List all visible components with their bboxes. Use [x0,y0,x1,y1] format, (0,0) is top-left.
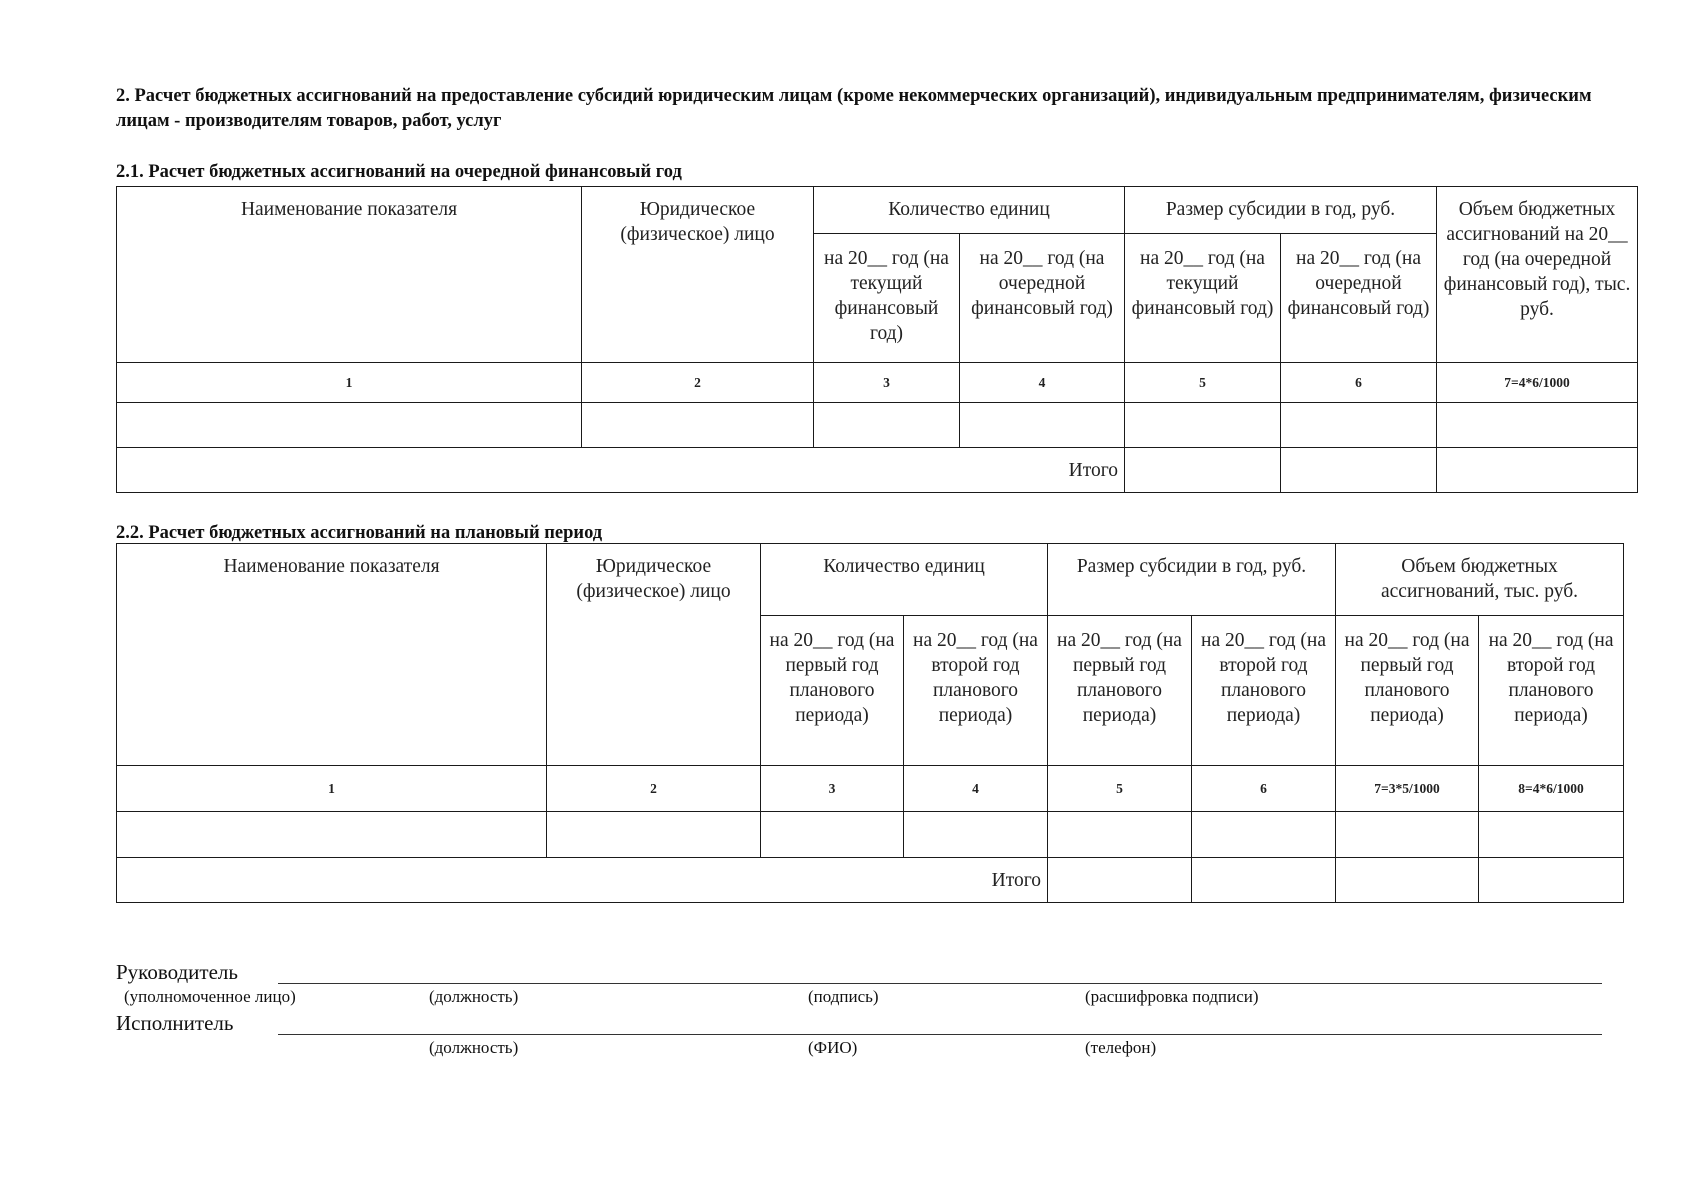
column-number: 5 [1125,363,1281,403]
column-number: 8=4*6/1000 [1479,766,1624,812]
table-next-year [116,186,1638,493]
header-units-next-year: на 20__ год (на очередной финансовый год) [960,234,1125,363]
executor-signature-line[interactable] [278,1034,1602,1035]
total-cell[interactable] [1125,448,1281,493]
cell-budget-volume[interactable] [1437,403,1638,448]
header-legal-entity: Юридическое (физическое) лицо [582,187,814,363]
total-row [117,448,1638,493]
header-budget-volume: Объем бюджетных ассигнований, тыс. руб. [1336,544,1624,616]
phone-caption: (телефон) [1085,1038,1157,1057]
executor-label: Исполнитель [116,1011,234,1035]
table-planning-period [116,543,1624,903]
total-row [117,858,1624,903]
header-subsidy-next-year: на 20__ год (на очередной финансовый год) [1281,234,1437,363]
cell-units-next[interactable] [960,403,1125,448]
signature-decode-caption: (расшифровка подписи) [1085,987,1259,1006]
cell-volume-second[interactable] [1479,812,1624,858]
column-number: 7=4*6/1000 [1437,363,1638,403]
position-caption: (должность) [429,1038,519,1057]
cell-legal-entity[interactable] [582,403,814,448]
header-subsidy-current-year: на 20__ год (на текущий финансовый год) [1125,234,1281,363]
header-volume-second-year: на 20__ год (на второй год планового периода) [1479,616,1624,766]
header-units-count: Количество единиц [814,187,1125,234]
cell-subsidy-second[interactable] [1192,812,1336,858]
position-caption: (должность) [429,987,519,1006]
column-number: 7=3*5/1000 [1336,766,1479,812]
cell-units-current[interactable] [814,403,960,448]
column-number: 2 [547,766,761,812]
header-indicator-name: Наименование показателя [117,544,547,766]
column-number: 4 [960,363,1125,403]
cell-units-first[interactable] [761,812,904,858]
total-cell[interactable] [1281,448,1437,493]
column-number: 1 [117,363,582,403]
header-units-first-year: на 20__ год (на первый год планового периода) [761,616,904,766]
head-signature-line[interactable] [278,983,1602,984]
header-legal-entity: Юридическое (физическое) лицо [547,544,761,766]
fio-caption: (ФИО) [808,1038,858,1057]
table-row [117,403,1638,448]
column-number: 1 [117,766,547,812]
cell-volume-first[interactable] [1336,812,1479,858]
total-cell[interactable] [1479,858,1624,903]
header-volume-first-year: на 20__ год (на первый год планового периода) [1336,616,1479,766]
header-indicator-name: Наименование показателя [117,187,582,363]
header-budget-volume: Объем бюджетных ассигнований на 20__ год (на очередной финансовый год), тыс. руб. [1437,187,1638,363]
header-subsidy-size: Размер субсидии в год, руб. [1125,187,1437,234]
column-number: 4 [904,766,1048,812]
column-number: 2 [582,363,814,403]
cell-indicator-name[interactable] [117,403,582,448]
cell-subsidy-first[interactable] [1048,812,1192,858]
header-units-current-year: на 20__ год (на текущий финансовый год) [814,234,960,363]
head-label: Руководитель [116,960,238,984]
signature-caption: (подпись) [808,987,879,1006]
column-number: 3 [814,363,960,403]
cell-units-second[interactable] [904,812,1048,858]
document-heading: 2. Расчет бюджетных ассигнований на предоставление субсидий юридическим лицам (кроме некоммерческих организаций), индивидуальным предпринимателям, физическим лицам - производителям товаров, работ, услуг [116,86,1592,131]
cell-indicator-name[interactable] [117,812,547,858]
cell-subsidy-next[interactable] [1281,403,1437,448]
column-number: 6 [1281,363,1437,403]
total-cell[interactable] [1336,858,1479,903]
total-cell[interactable] [1437,448,1638,493]
total-cell[interactable] [1192,858,1336,903]
column-number: 5 [1048,766,1192,812]
header-subsidy-first-year: на 20__ год (на первый год планового периода) [1048,616,1192,766]
header-subsidy-second-year: на 20__ год (на второй год планового периода) [1192,616,1336,766]
total-label: Итого [117,858,1048,903]
header-units-second-year: на 20__ год (на второй год планового периода) [904,616,1048,766]
total-label: Итого [117,448,1125,493]
table-row [117,812,1624,858]
cell-subsidy-current[interactable] [1125,403,1281,448]
total-cell[interactable] [1048,858,1192,903]
column-number: 6 [1192,766,1336,812]
header-units-count: Количество единиц [761,544,1048,616]
cell-legal-entity[interactable] [547,812,761,858]
header-subsidy-size: Размер субсидии в год, руб. [1048,544,1336,616]
section-22-title: 2.2. Расчет бюджетных ассигнований на плановый период [116,523,603,543]
column-number: 3 [761,766,904,812]
section-21-title: 2.1. Расчет бюджетных ассигнований на очередной финансовый год [116,162,682,182]
head-sub-caption: (уполномоченное лицо) [124,987,296,1006]
